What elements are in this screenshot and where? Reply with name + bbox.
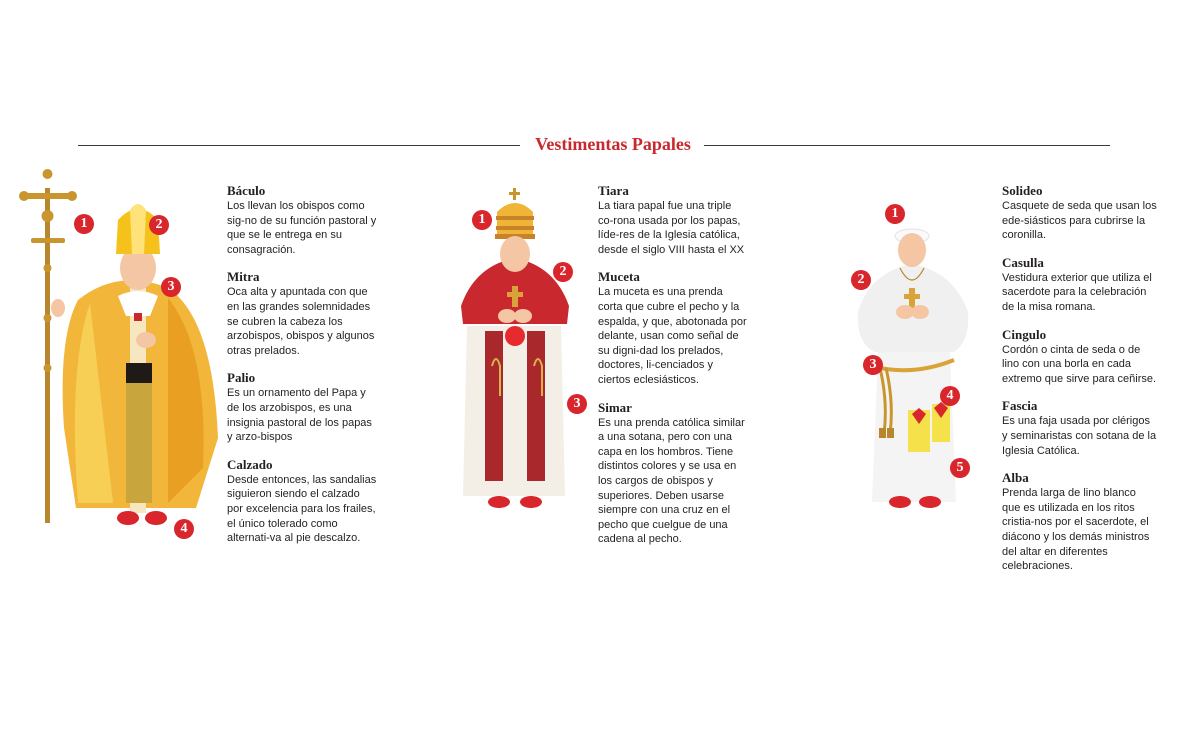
column-bishop xyxy=(227,183,377,558)
entry-term: Báculo xyxy=(227,183,266,198)
pope-white-marker-2: 2 xyxy=(851,270,871,290)
title-rule-left xyxy=(78,145,520,146)
entry-tiara xyxy=(598,183,748,257)
entry-term: Tiara xyxy=(598,183,629,198)
entry-mitra xyxy=(227,269,377,358)
title-rule-right xyxy=(704,145,1110,146)
entry-term: Mitra xyxy=(227,269,260,285)
pope-white-marker-5: 5 xyxy=(950,458,970,478)
entry-term: Fascia xyxy=(1002,398,1038,414)
entry-fascia xyxy=(1002,398,1157,458)
entry-term: Casulla xyxy=(1002,254,1044,270)
bishop-marker-1: 1 xyxy=(74,214,94,234)
pope-white-marker-3: 3 xyxy=(863,355,883,375)
entry-simar xyxy=(598,400,748,547)
entry-desc: La tiara papal fue una triple co-rona usada por los papas, líde-res de la Iglesia católica, desde el siglo VIII hasta el XX xyxy=(598,200,745,256)
page-title: Vestimentas Papales xyxy=(535,134,691,154)
entry-muceta xyxy=(598,269,748,387)
entry-cingulo xyxy=(1002,327,1157,387)
entry-desc: La muceta es una prenda corta que cubre el pecho y la espalda, y que, abotonada por delante, usan como señal de su digni-dad los prelados, doctores, li-cenciados y ciertos eclesiásticos. xyxy=(598,286,747,386)
pope-red-figure xyxy=(455,186,581,512)
entry-alba xyxy=(1002,470,1157,574)
entry-term: Solideo xyxy=(1002,183,1043,198)
entry-term: Alba xyxy=(1002,470,1029,486)
pope-red-marker-2: 2 xyxy=(553,262,573,282)
entry-desc: Vestidura exterior que utiliza el sacerdote para la celebración de la misa romana. xyxy=(1002,271,1152,313)
entry-desc: Casquete de seda que usan los ede-siásticos para cubrirse la coronilla. xyxy=(1002,200,1157,242)
pope-red-marker-1: 1 xyxy=(472,210,492,230)
tiara-icon xyxy=(495,188,535,239)
column-pope-white xyxy=(1002,183,1157,586)
bishop-figure xyxy=(18,168,228,536)
pope-white-marker-4: 4 xyxy=(940,386,960,406)
bishop-marker-3: 3 xyxy=(161,277,181,297)
entry-term: Simar xyxy=(598,399,632,415)
title-row xyxy=(78,132,1110,160)
entry-desc: Los llevan los obispos como sig-no de su función pastoral y que se le entrega en su consagración. xyxy=(227,200,377,256)
entry-desc: Es una faja usada por clérigos y seminaristas con sotana de la Iglesia Católica. xyxy=(1002,415,1157,457)
entry-desc: Desde entonces, las sandalias siguieron siendo el calzado por excelencia para los frailes, el único tolerado como alternati-va al pie descalzo. xyxy=(227,473,377,545)
pope-white-figure xyxy=(850,202,980,514)
entry-calzado xyxy=(227,457,377,546)
entry-desc: Cordón o cinta de seda o de lino con una borla en cada extremo que sirve para ceñirse. xyxy=(1002,343,1157,385)
bishop-marker-2: 2 xyxy=(149,215,169,235)
entry-desc: Oca alta y apuntada con que en las grandes solemnidades se cubren la cabeza los arzobispos, obispos y algunos otras prelados. xyxy=(227,286,375,357)
entry-term: Muceta xyxy=(598,269,640,285)
entry-term: Palio xyxy=(227,370,256,386)
entry-term: Calzado xyxy=(227,456,273,472)
pope-red-marker-3: 3 xyxy=(567,394,587,414)
entry-palio xyxy=(227,370,377,444)
pope-white-marker-1: 1 xyxy=(885,204,905,224)
entry-baculo xyxy=(227,183,377,257)
entry-casulla xyxy=(1002,255,1157,315)
column-pope-red xyxy=(598,183,748,559)
entry-solideo xyxy=(1002,183,1157,243)
bishop-marker-4: 4 xyxy=(174,519,194,539)
entry-term: Cingulo xyxy=(1002,326,1047,342)
entry-desc: Prenda larga de lino blanco que es utilizada en los ritos cristia-nos por el sacerdote, el diácono y los demás ministros del altar en diferentes celebraciones. xyxy=(1002,487,1150,573)
entry-desc: Es un ornamento del Papa y de los arzobispos, es una insignia pastoral de los papas y arzo-bispos xyxy=(227,387,372,444)
entry-desc: Es una prenda católica similar a una sotana, pero con una capa en los hombros. Tiene distintos colores y se usa en los cargos de obispos y superiores. Deben usarse siempre con una cruz en el pecho que cuelgue de una cadena al pecho. xyxy=(598,416,745,546)
